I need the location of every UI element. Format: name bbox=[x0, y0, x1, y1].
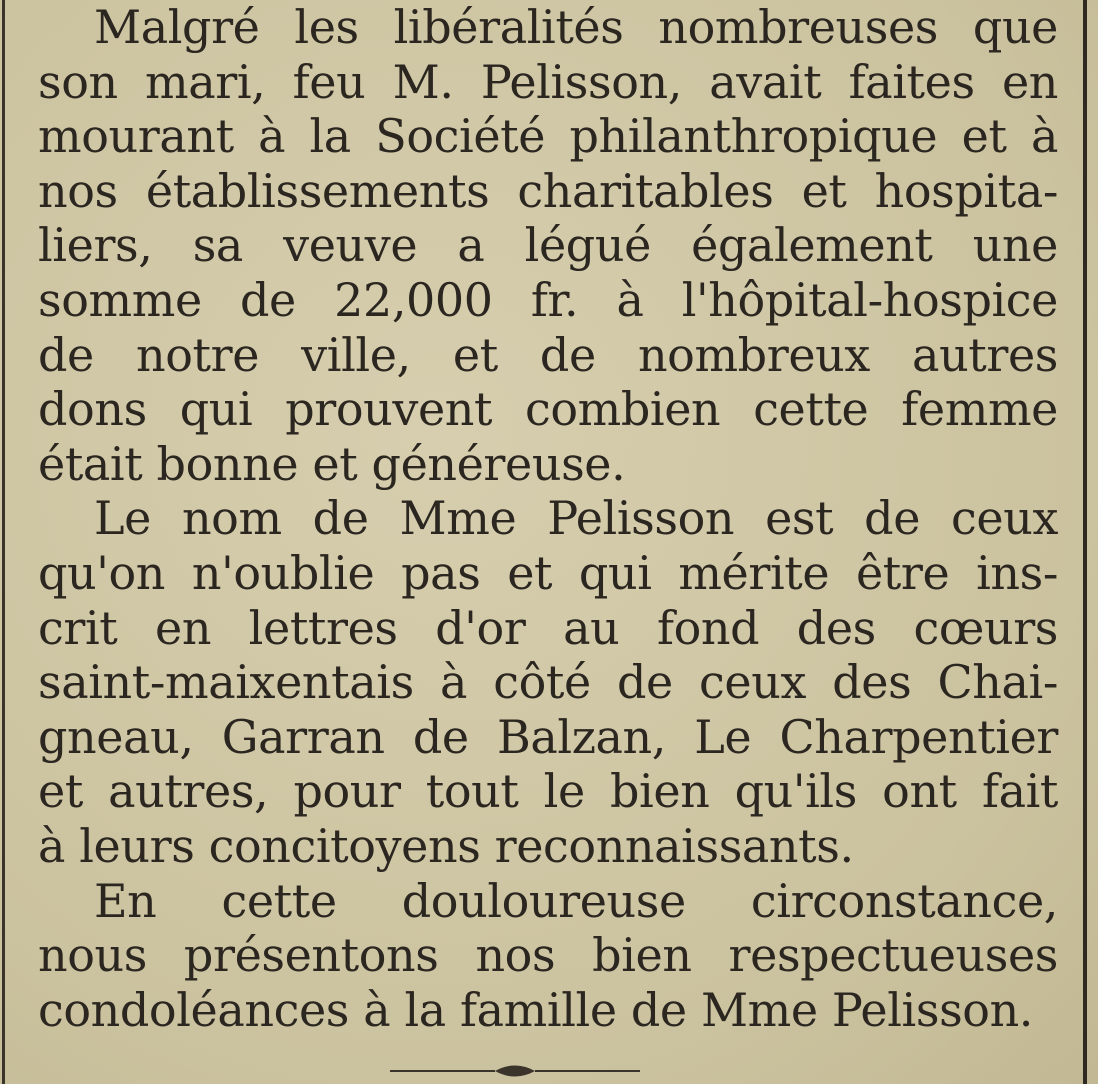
column-rule-right bbox=[1083, 0, 1087, 1084]
text-line: nous présentons nos bien respectueuses bbox=[38, 928, 1058, 983]
text-line: crit en lettres d'or au fond des cœurs bbox=[38, 600, 1058, 655]
text-line: condoléances à la famille de Mme Pelisson. bbox=[38, 982, 1034, 1037]
paragraph-tribute bbox=[38, 491, 1058, 873]
ornamental-divider-icon bbox=[390, 1058, 640, 1084]
paragraph-bequests bbox=[38, 0, 1058, 491]
text-line: qu'on n'oublie pas et qui mérite être ins- bbox=[38, 545, 1058, 600]
text-line: liers, sa veuve a légué également une bbox=[38, 218, 1058, 273]
text-line: gneau, Garran de Balzan, Le Charpentier bbox=[38, 709, 1058, 764]
text-line: somme de 22,000 fr. à l'hôpital-hospice bbox=[38, 272, 1058, 327]
text-line: saint-maixentais à côté de ceux des Chai- bbox=[38, 655, 1058, 710]
text-line: à leurs concitoyens reconnaissants. bbox=[38, 818, 854, 873]
text-line: était bonne et généreuse. bbox=[38, 436, 626, 491]
text-line: de notre ville, et de nombreux autres bbox=[38, 327, 1058, 382]
column-rule-left bbox=[2, 0, 5, 1084]
obituary-article bbox=[38, 0, 1058, 1037]
text-line: En cette douloureuse circonstance, bbox=[94, 873, 1058, 928]
text-line: nos établissements charitables et hospita- bbox=[38, 163, 1058, 218]
text-line: mourant à la Société philanthropique et à bbox=[38, 109, 1058, 164]
text-line: et autres, pour tout le bien qu'ils ont fait bbox=[38, 764, 1058, 819]
text-line: dons qui prouvent combien cette femme bbox=[38, 382, 1058, 437]
text-line: Malgré les libéralités nombreuses que bbox=[94, 0, 1058, 54]
paragraph-condolences bbox=[38, 874, 1058, 1038]
text-line: son mari, feu M. Pelisson, avait faites en bbox=[38, 54, 1058, 109]
text-line: Le nom de Mme Pelisson est de ceux bbox=[94, 491, 1058, 546]
